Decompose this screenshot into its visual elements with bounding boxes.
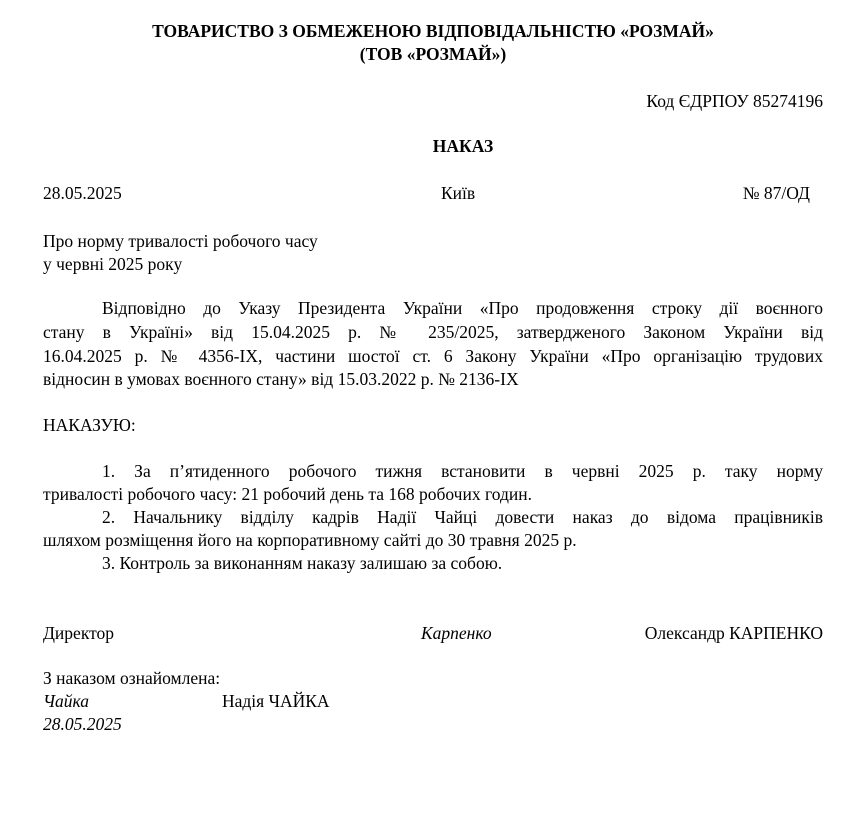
acknowledgement-label: З наказом ознайомлена:: [43, 668, 221, 688]
employee-handwritten-signature: Чайка: [43, 691, 90, 711]
item-2-line-1: 2. Начальнику відділу кадрів Надії Чайці довести наказ до відома працівників: [102, 507, 823, 527]
director-handwritten-signature: Карпенко: [421, 623, 492, 643]
preamble-line-3: 16.04.2025 р. № 4356-ІХ, частини шостої ст. 6 Закону України «Про організацію трудових: [43, 346, 823, 366]
document-title: НАКАЗ: [432, 136, 494, 156]
subject-line-1: Про норму тривалості робочого часу: [43, 231, 318, 251]
signer-name: Олександр КАРПЕНКО: [644, 623, 823, 643]
organization-short-name: (ТОВ «РОЗМАЙ»): [359, 44, 507, 64]
preamble-line-2: стану в Україні» від 15.04.2025 р. № 235/2025, затвердженого Законом України від: [43, 322, 823, 342]
preamble-line-1: Відповідно до Указу Президента України «Про продовження строку дії воєнного: [102, 298, 823, 318]
item-1-line-1: 1. За п’ятиденного робочого тижня встановити в червні 2025 р. таку норму: [102, 461, 823, 481]
item-1-line-2: тривалості робочого часу: 21 робочий день та 168 робочих годин.: [43, 484, 532, 504]
item-3: 3. Контроль за виконанням наказу залишаю за собою.: [102, 553, 503, 573]
subject-line-2: у червні 2025 року: [43, 254, 183, 274]
edrpou-code: Код ЄДРПОУ 85274196: [646, 91, 823, 111]
preamble-line-4: відносин в умовах воєнного стану» від 15.03.2022 р. № 2136-ІХ: [43, 369, 519, 389]
employee-name: Надія ЧАЙКА: [222, 691, 330, 711]
order-city: Київ: [441, 183, 476, 203]
order-date: 28.05.2025: [43, 183, 122, 203]
directive-heading: НАКАЗУЮ:: [43, 415, 136, 435]
order-number: № 87/ОД: [742, 183, 810, 203]
organization-full-name: ТОВАРИСТВО З ОБМЕЖЕНОЮ ВІДПОВІДАЛЬНІСТЮ «РОЗМАЙ»: [152, 21, 714, 41]
item-2-line-2: шляхом розміщення його на корпоративному сайті до 30 травня 2025 р.: [43, 530, 577, 550]
signer-position: Директор: [43, 623, 115, 643]
acknowledgement-date: 28.05.2025: [43, 714, 122, 734]
